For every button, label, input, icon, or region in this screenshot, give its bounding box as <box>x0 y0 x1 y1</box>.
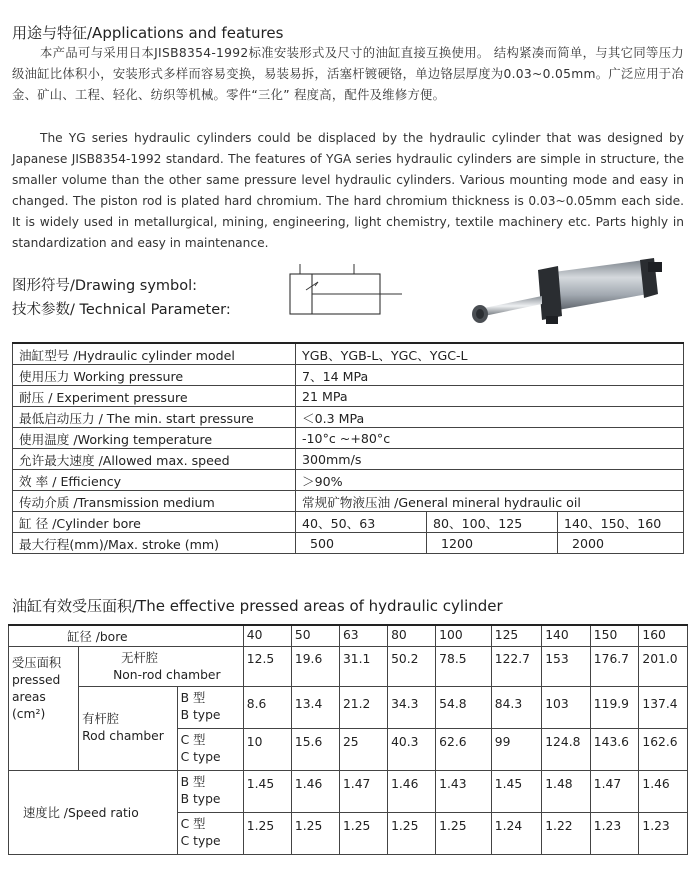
section-title-areas: 油缸有效受压面积/The effective pressed areas of hydraulic cylinder <box>12 597 503 615</box>
non-rod-value: 122.7 <box>491 646 541 686</box>
spec-value: 500 <box>296 533 427 554</box>
rod-c-value: 62.6 <box>436 728 492 770</box>
rod-b-value: 8.6 <box>243 686 291 728</box>
spec-value: 80、100、125 <box>427 512 558 533</box>
rod-b-value: 103 <box>542 686 591 728</box>
description-chinese: 本产品可与采用日本JISB8354-1992标准安装形式及尺寸的油缸直接互换使用。 结构紧凑而简单，与其它同等压力级油缸比体积小，安装形式多样而容易变换，易装易拆，活塞杆镀硬铬，单边铬层厚度为0.03~0.05mm。广泛应用于冶金、矿山、工程、轻化、纺织等机械。零件“三化” 程度高，配件及维修方便。 <box>12 46 684 102</box>
effective-areas-table <box>8 624 688 855</box>
ratio-c-value: 1.25 <box>339 812 387 854</box>
drawing-symbol-label: 图形符号/Drawing symbol: <box>12 278 198 294</box>
spec-label: 效 率 / Efficiency <box>13 470 296 491</box>
ratio-c-value: 1.22 <box>542 812 591 854</box>
spec-value: 40、50、63 <box>296 512 427 533</box>
spec-row-pressure <box>13 365 684 386</box>
rod-b-value: 84.3 <box>491 686 541 728</box>
spec-row-medium <box>13 491 684 512</box>
spec-value: -10°c ~+80°c <box>296 428 684 449</box>
b-type-label: B 型 B type <box>177 686 243 728</box>
rod-c-value: 124.8 <box>542 728 591 770</box>
non-rod-value: 12.5 <box>243 646 291 686</box>
description-english: The YG series hydraulic cylinders could be displaced by the hydraulic cylinder that was designed by Japanese JISB8354-1992 standard. The features of YGA series hydraulic cylinders are simple in structure, the smaller volume than the other same pressure level hydraulic cylinders. Various mounting mode and easy in changed. The piston rod is plated hard chromium. The hard chromium thickness is 0.03~0.05mm each side. It is widely used in metallurgical, mining, engineering, light chemistry, textile machinery etc. Parts highly in standardization and easy in maintenance. <box>12 131 684 250</box>
bore-header: 缸径 /bore <box>9 625 244 646</box>
rod-b-value: 13.4 <box>291 686 339 728</box>
ratio-b-value: 1.47 <box>590 770 639 812</box>
non-rod-value: 19.6 <box>291 646 339 686</box>
bore-value: 50 <box>291 625 339 646</box>
spec-value: ＞90% <box>296 470 684 491</box>
spec-value: 常规矿物液压油 /General mineral hydraulic oil <box>296 491 684 512</box>
non-rod-value: 78.5 <box>436 646 492 686</box>
spec-row-experiment <box>13 386 684 407</box>
b-type-label: B 型 B type <box>177 770 243 812</box>
ratio-c-value: 1.25 <box>243 812 291 854</box>
spec-label: 允许最大速度 /Allowed max. speed <box>13 449 296 470</box>
spec-label: 最大行程(mm)/Max. stroke (mm) <box>13 533 296 554</box>
ratio-b-value: 1.47 <box>339 770 387 812</box>
spec-label: 油缸型号 /Hydraulic cylinder model <box>13 343 296 365</box>
non-rod-chamber-label: 无杆腔 Non-rod chamber <box>79 646 244 686</box>
spec-row-start <box>13 407 684 428</box>
pressed-areas-label: 受压面积 pressed areas (cm²) <box>9 646 79 770</box>
rod-c-value: 40.3 <box>388 728 436 770</box>
spec-value: 1200 <box>427 533 558 554</box>
rod-c-value: 99 <box>491 728 541 770</box>
bore-value: 80 <box>388 625 436 646</box>
ratio-b-value: 1.46 <box>388 770 436 812</box>
rod-c-value: 162.6 <box>639 728 688 770</box>
areas-row-rod-b <box>9 686 688 728</box>
hydraulic-cylinder-symbol-icon <box>282 262 404 322</box>
bore-value: 150 <box>590 625 639 646</box>
ratio-b-value: 1.43 <box>436 770 492 812</box>
ratio-c-value: 1.23 <box>590 812 639 854</box>
bore-value: 40 <box>243 625 291 646</box>
speed-ratio-label: 速度比 /Speed ratio <box>9 770 178 854</box>
rod-b-value: 119.9 <box>590 686 639 728</box>
rod-c-value: 15.6 <box>291 728 339 770</box>
spec-label: 传动介质 /Transmission medium <box>13 491 296 512</box>
spec-row-model <box>13 343 684 365</box>
rod-c-value: 25 <box>339 728 387 770</box>
non-rod-value: 50.2 <box>388 646 436 686</box>
ratio-c-value: 1.25 <box>436 812 492 854</box>
ratio-c-value: 1.25 <box>388 812 436 854</box>
spec-label: 最低启动压力 / The min. start pressure <box>13 407 296 428</box>
areas-row-non-rod <box>9 646 688 686</box>
rod-b-value: 34.3 <box>388 686 436 728</box>
bore-value: 63 <box>339 625 387 646</box>
ratio-c-value: 1.24 <box>491 812 541 854</box>
non-rod-value: 176.7 <box>590 646 639 686</box>
spec-value: 140、150、160 <box>558 512 684 533</box>
non-rod-value: 31.1 <box>339 646 387 686</box>
spec-value: 21 MPa <box>296 386 684 407</box>
spec-row-efficiency <box>13 470 684 491</box>
spec-row-bore <box>13 512 684 533</box>
non-rod-value: 201.0 <box>639 646 688 686</box>
spec-row-speed <box>13 449 684 470</box>
spec-label: 使用压力 Working pressure <box>13 365 296 386</box>
spec-value: YGB、YGB-L、YGC、YGC-L <box>296 343 684 365</box>
section-title-applications: 用途与特征/Applications and features <box>12 24 284 42</box>
technical-parameter-label: 技术参数/ Technical Parameter: <box>12 302 231 318</box>
spec-value: 7、14 MPa <box>296 365 684 386</box>
rod-b-value: 21.2 <box>339 686 387 728</box>
c-type-label: C 型 C type <box>177 812 243 854</box>
bore-value: 125 <box>491 625 541 646</box>
technical-parameter-table <box>12 342 684 554</box>
spec-label: 缸 径 /Cylinder bore <box>13 512 296 533</box>
areas-row-ratio-b <box>9 770 688 812</box>
non-rod-value: 153 <box>542 646 591 686</box>
rod-c-value: 10 <box>243 728 291 770</box>
areas-header-row <box>9 625 688 646</box>
rod-b-value: 54.8 <box>436 686 492 728</box>
rod-c-value: 143.6 <box>590 728 639 770</box>
spec-value: ＜0.3 MPa <box>296 407 684 428</box>
bore-value: 160 <box>639 625 688 646</box>
spec-value: 2000 <box>558 533 684 554</box>
ratio-c-value: 1.25 <box>291 812 339 854</box>
ratio-b-value: 1.46 <box>639 770 688 812</box>
spec-label: 使用温度 /Working temperature <box>13 428 296 449</box>
spec-row-stroke <box>13 533 684 554</box>
spec-row-temperature <box>13 428 684 449</box>
bore-value: 100 <box>436 625 492 646</box>
c-type-label: C 型 C type <box>177 728 243 770</box>
spec-label: 耐压 / Experiment pressure <box>13 386 296 407</box>
bore-value: 140 <box>542 625 591 646</box>
spec-value: 300mm/s <box>296 449 684 470</box>
ratio-b-value: 1.45 <box>243 770 291 812</box>
rod-chamber-label: 有杆腔 Rod chamber <box>79 686 178 770</box>
ratio-c-value: 1.23 <box>639 812 688 854</box>
rod-b-value: 137.4 <box>639 686 688 728</box>
ratio-b-value: 1.48 <box>542 770 591 812</box>
ratio-b-value: 1.46 <box>291 770 339 812</box>
ratio-b-value: 1.45 <box>491 770 541 812</box>
hydraulic-cylinder-photo <box>462 258 672 338</box>
